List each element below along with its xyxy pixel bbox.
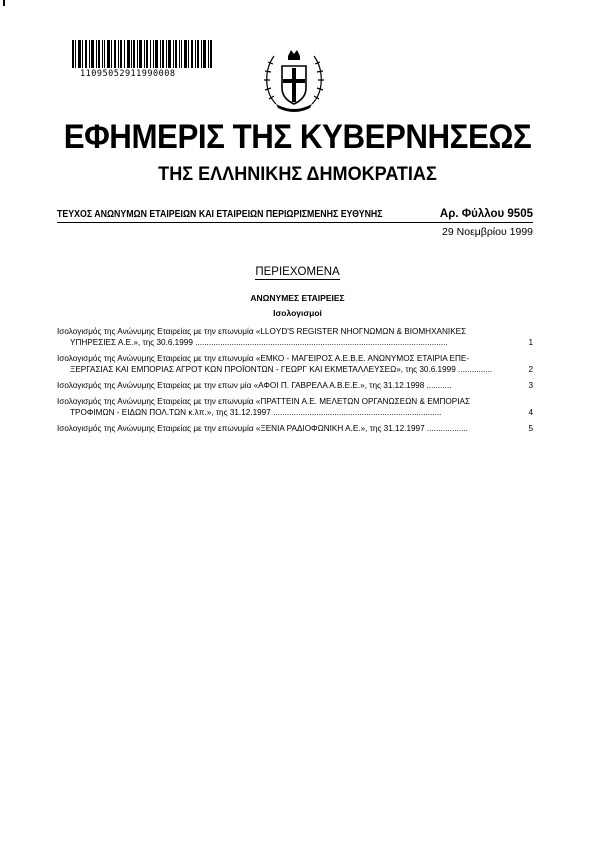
entry-line-continued: ΤΡΟΦΙΜΩΝ - ΕΙΔΩΝ ΠΟΛ.ΤΩΝ κ.λπ.», της 31.12.1997 .......................................................................... [70,408,442,417]
barcode [72,40,212,68]
entry-line: Ισολογισμός της Ανώνυμης Εταιρείας με την επων μία «ΑΦΟΙ Π. ΓΑΒΡΕΛΑ Α.Β.Ε.Ε.», της 31.12.1998 ........... [57,381,452,390]
contents-heading [0,266,595,278]
entry-page-number: 3 [528,381,533,390]
contents-list [57,326,533,439]
contents-entry [57,353,533,375]
gazette-title: ΕΦΗΜΕΡΙΣ ΤΗΣ ΚΥΒΕΡΝΗΣΕΩΣ [63,118,532,156]
entry-line-continued: ΥΠΗΡΕΣΙΕΣ Α.Ε.», της 30.6.1999 ............................................................................................................... [70,338,448,347]
entry-line: Ισολογισμός της Ανώνυμης Εταιρείας με την επωνυμία «ΠΡΑΤΤΕΙΝ Α.Ε. ΜΕΛΕΤΩΝ ΟΡΓΑΝΩΣΕΩΝ & ΕΜΠΟΡΙΑΣ [57,397,471,406]
sheet-number: Αρ. Φύλλου 9505 [439,208,533,220]
entry-line-continued: ΞΕΡΓΑΣΙΑΣ ΚΑΙ ΕΜΠΟΡΙΑΣ ΑΓΡΟΤ ΚΩΝ ΠΡΟΪΟΝΤΩΝ - ΓΕΩΡΓ ΚΑΙ ΕΚΜΕΤΑΛΛΕΥΣΕΩ», της 30.6.1999 ............... [70,365,493,374]
issue-date: 29 Νοεμβρίου 1999 [442,226,533,238]
entry-page-number: 2 [528,365,533,374]
section-heading: ΑΝΩΝΥΜΕΣ ΕΤΑΙΡΕΙΕΣ [250,293,345,303]
coat-of-arms-emblem [262,44,326,116]
scan-mark [3,0,5,6]
barcode-number: 11095052911990008 [80,69,176,79]
entry-line: Ισολογισμός της Ανώνυμης Εταιρείας με την επωνυμία «ΕΜΚΟ - ΜΑΓΕΙΡΟΣ Α.Ε.Β.Ε. ΑΝΩΝΥΜΟΣ ΕΤΑΙΡΙΑ ΕΠΕ- [57,354,470,363]
issue-type: ΤΕΥΧΟΣ ΑΝΩΝΥΜΩΝ ΕΤΑΙΡΕΙΩΝ ΚΑΙ ΕΤΑΙΡΕΙΩΝ ΠΕΡΙΩΡΙΣΜΕΝΗΣ ΕΥΘΥΝΗΣ [57,209,383,220]
entry-page-number: 4 [528,408,533,417]
entry-line: Ισολογισμός της Ανώνυμης Εταιρείας με την επωνυμία «ΞΕΝΙΑ ΡΑΔΙΟΦΩΝΙΚΗ Α.Ε.», της 31.12.1997 .................. [57,424,468,433]
entry-page-number: 5 [528,424,533,433]
contents-entry [57,326,533,348]
subsection-heading: Ισολογισμοί [273,308,322,318]
contents-entry [57,380,533,391]
contents-entry [57,423,533,434]
header-divider [57,222,533,223]
gazette-subtitle: ΤΗΣ ΕΛΛΗΝΙΚΗΣ ΔΗΜΟΚΡΑΤΙΑΣ [158,164,437,185]
entry-line: Ισολογισμός της Ανώνυμης Εταιρείας με την επωνυμία «LLOYD'S REGISTER ΝΗΟΓΝΩΜΩΝ & ΒΙΟΜΗΧΑΝΙΚΕΣ [57,327,467,336]
contents-entry [57,396,533,418]
entry-page-number: 1 [528,338,533,347]
contents-heading-text: ΠΕΡΙΕΧΟΜΕΝΑ [255,266,340,278]
